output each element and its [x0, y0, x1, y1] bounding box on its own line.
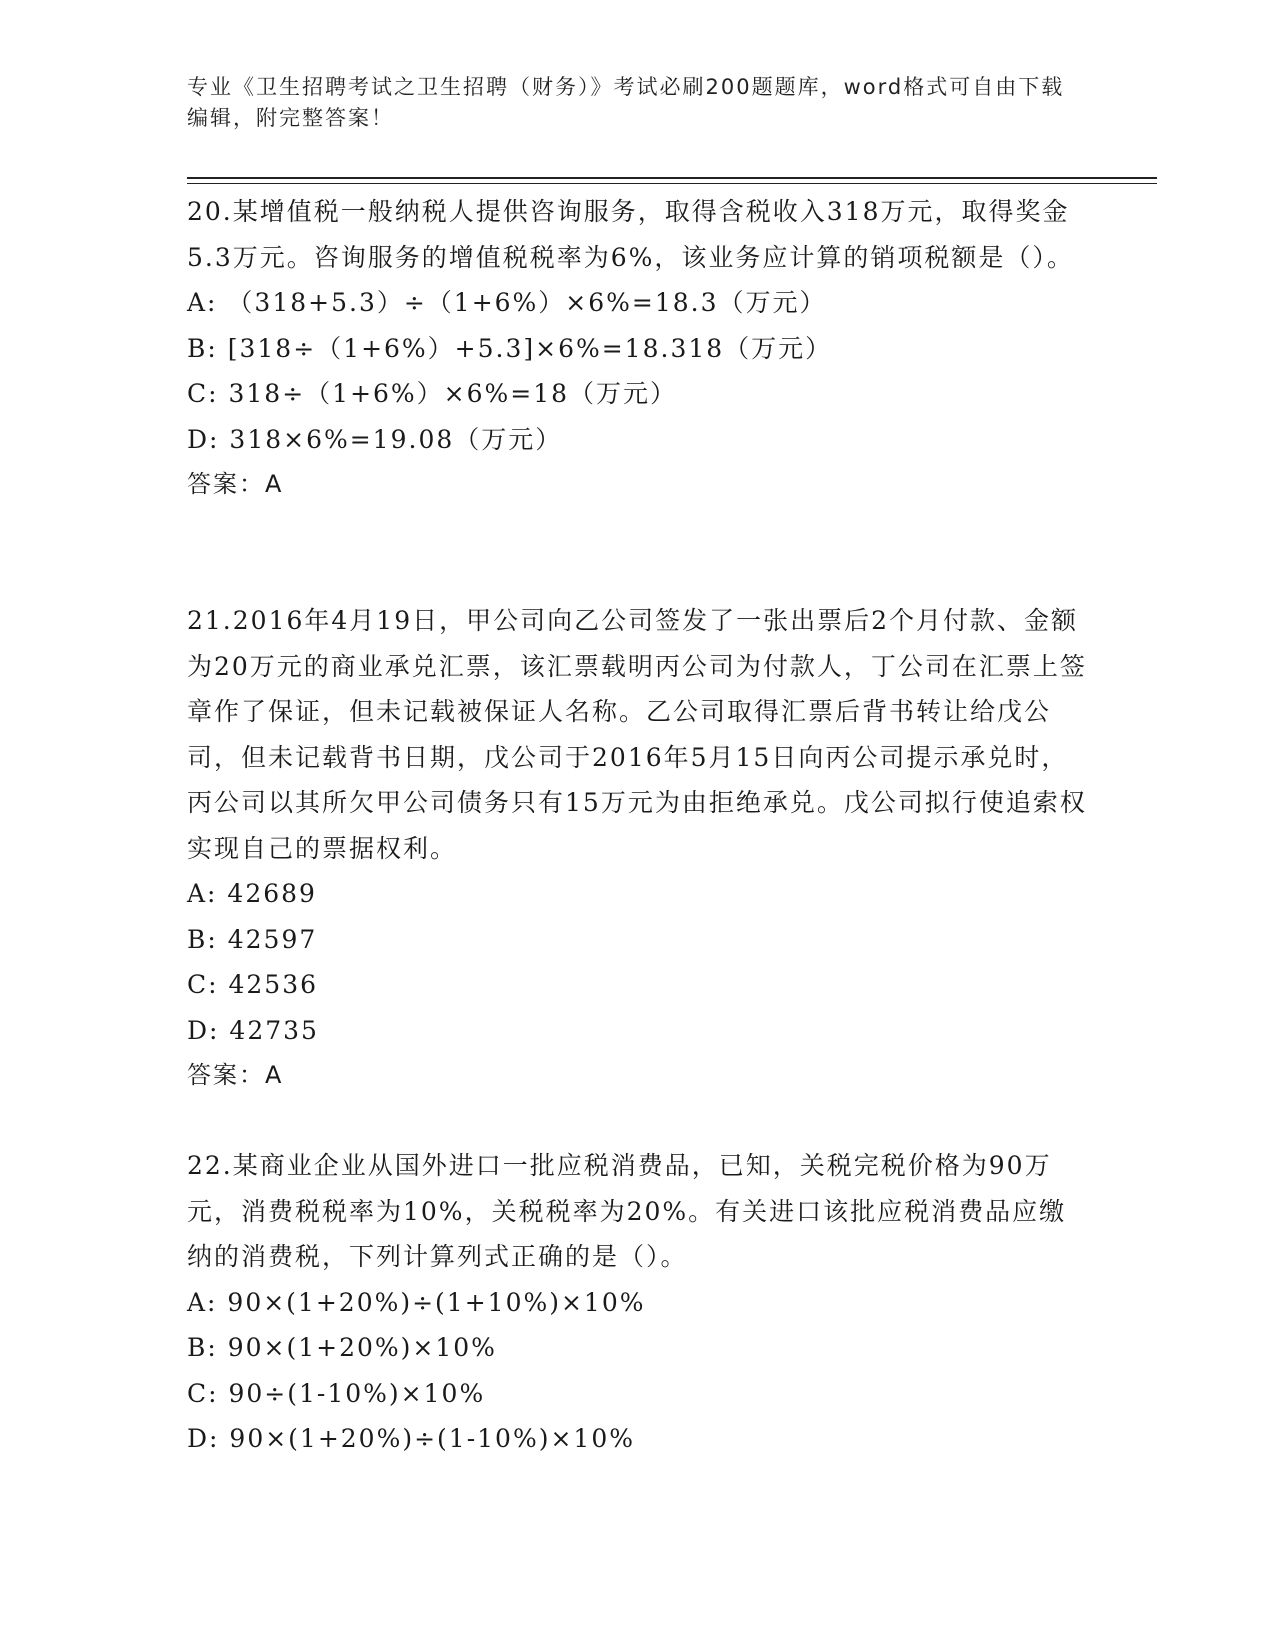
question-stem: 21.2016年4月19日，甲公司向乙公司签发了一张出票后2个月付款、金额为20万元的商业承兑汇票，该汇票载明丙公司为付款人，丁公司在汇票上签章作了保证，但未记载被保证人名称。乙公司取得汇票后背书转让给戊公司，但未记载背书日期，戊公司于2016年5月15日向丙公司提示承兑时，丙公司以其所欠甲公司债务只有15万元为由拒绝承兑。戊公司拟行使追索权实现自己的票据权利。	[187, 606, 1087, 863]
option-c: C: 318÷（1+6%）×6%=18（万元）	[187, 379, 678, 408]
question-21	[187, 598, 1087, 1099]
option-b: B: 90×(1+20%)×10%	[187, 1333, 497, 1362]
document-header: 专业《卫生招聘考试之卫生招聘（财务）》考试必刷200题题库，word格式可自由下载编辑，附完整答案！	[187, 75, 1065, 130]
option-b: B: [318÷（1+6%）+5.3]×6%=18.318（万元）	[187, 333, 833, 363]
option-c: C: 90÷(1-10%)×10%	[187, 1378, 486, 1408]
header-divider-thick	[187, 177, 1157, 179]
option-d: D: 42735	[187, 1015, 319, 1045]
answer-line: 答案：A	[187, 1061, 284, 1089]
question-22	[187, 1143, 1087, 1462]
question-stem: 20.某增值税一般纳税人提供咨询服务，取得含税收入318万元，取得奖金5.3万元。咨询服务的增值税税率为6%，该业务应计算的销项税额是（）。	[187, 197, 1074, 272]
option-a: A: 42689	[187, 879, 317, 908]
option-d: D: 90×(1+20%)÷(1-10%)×10%	[187, 1424, 635, 1453]
header-divider-thin	[187, 183, 1157, 184]
option-a: A: 90×(1+20%)÷(1+10%)×10%	[187, 1287, 646, 1317]
option-d: D: 318×6%=19.08（万元）	[187, 424, 563, 454]
option-a: A: （318+5.3）÷（1+6%）×6%=18.3（万元）	[187, 288, 827, 317]
option-c: C: 42536	[187, 970, 319, 999]
question-20	[187, 189, 1087, 508]
question-stem: 22.某商业企业从国外进口一批应税消费品，已知，关税完税价格为90万元，消费税税率为10%，关税税率为20%。有关进口该批应税消费品应缴纳的消费税，下列计算列式正确的是（）。	[187, 1151, 1067, 1271]
answer-line: 答案：A	[187, 470, 284, 498]
option-b: B: 42597	[187, 924, 318, 954]
